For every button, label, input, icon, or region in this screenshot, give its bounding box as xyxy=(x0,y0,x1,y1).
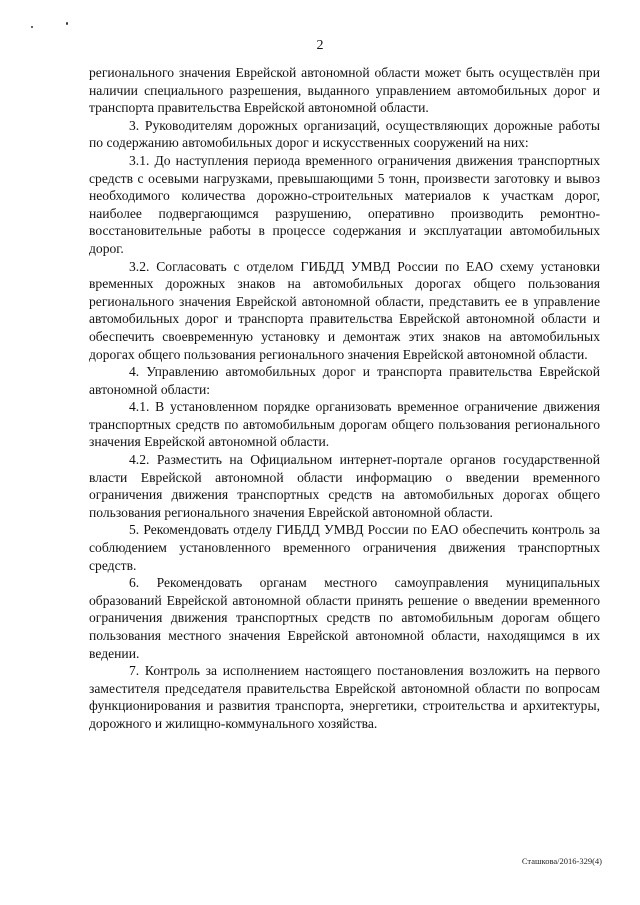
paragraph: 4.2. Разместить на Официальном интернет-портале органов государственной власти Еврейской автономной области информацию о введении временного ограничения движения транспортных средств на автомобильных дорогах общего пользования регионального значения Еврейской автономной области. xyxy=(89,452,600,520)
paragraph: 7. Контроль за исполнением настоящего постановления возложить на первого заместителя председателя правительства Еврейской автономной области по вопросам функционирования и развития транспорта, энергетики, строительства и архитектуры, дорожного и жилищно-коммунального хозяйства. xyxy=(89,663,600,731)
paragraph: 5. Рекомендовать отделу ГИБДД УМВД России по ЕАО обеспечить контроль за соблюдением установленного временного ограничения движения транспортных средств. xyxy=(89,522,600,573)
paragraph: 6. Рекомендовать органам местного самоуправления муниципальных образований Еврейской автономной области принять решение о введении временного ограничения движения транспортных средств по автомобильным дорогам общего пользования местного значения Еврейской автономной области, находящимся в их ведении. xyxy=(89,575,600,661)
paragraph: 4.1. В установленном порядке организовать временное ограничение движения транспортных средств по автомобильным дорогам общего пользования регионального значения Еврейской автономной области. xyxy=(89,399,600,450)
scan-speck xyxy=(31,26,33,28)
paragraph: 3.2. Согласовать с отделом ГИБДД УМВД России по ЕАО схему установки временных дорожных знаков на автомобильных дорогах общего пользования регионального значения Еврейской автономной области, представить ее в управление автомобильных дорог и транспорта правительства Еврейской автономной области и обеспечить своевременную установку и демонтаж этих знаков на автомобильных дорогах общего пользования регионального значения Еврейской автономной области. xyxy=(89,258,600,362)
scan-speck xyxy=(66,22,68,25)
paragraph: 3.1. До наступления периода временного ограничения движения транспортных средств с осевыми нагрузками, превышающими 5 тонн, произвести заготовку и вывоз необходимого количества дорожно-строительных материалов к участкам дорог, наиболее подвергающимся разрушению, оперативно производить ремонтно-восстановительные работы в процессе содержания и эксплуатации автомобильных дорог. xyxy=(89,152,600,256)
document-body xyxy=(89,64,600,733)
paragraph: 4. Управлению автомобильных дорог и транспорта правительства Еврейской автономной области: xyxy=(89,364,600,397)
page-number: 2 xyxy=(316,38,324,53)
paragraph: 3. Руководителям дорожных организаций, осуществляющих дорожные работы по содержанию автомобильных дорог и искусственных сооружений на них: xyxy=(89,117,600,151)
paragraph: регионального значения Еврейской автономной области может быть осуществлён при наличии специального разрешения, выданного управлением автомобильных дорог и транспорта правительства Еврейской автономной области. xyxy=(89,65,600,116)
document-reference-code: Сташкова/2016-329(4) xyxy=(521,856,602,866)
